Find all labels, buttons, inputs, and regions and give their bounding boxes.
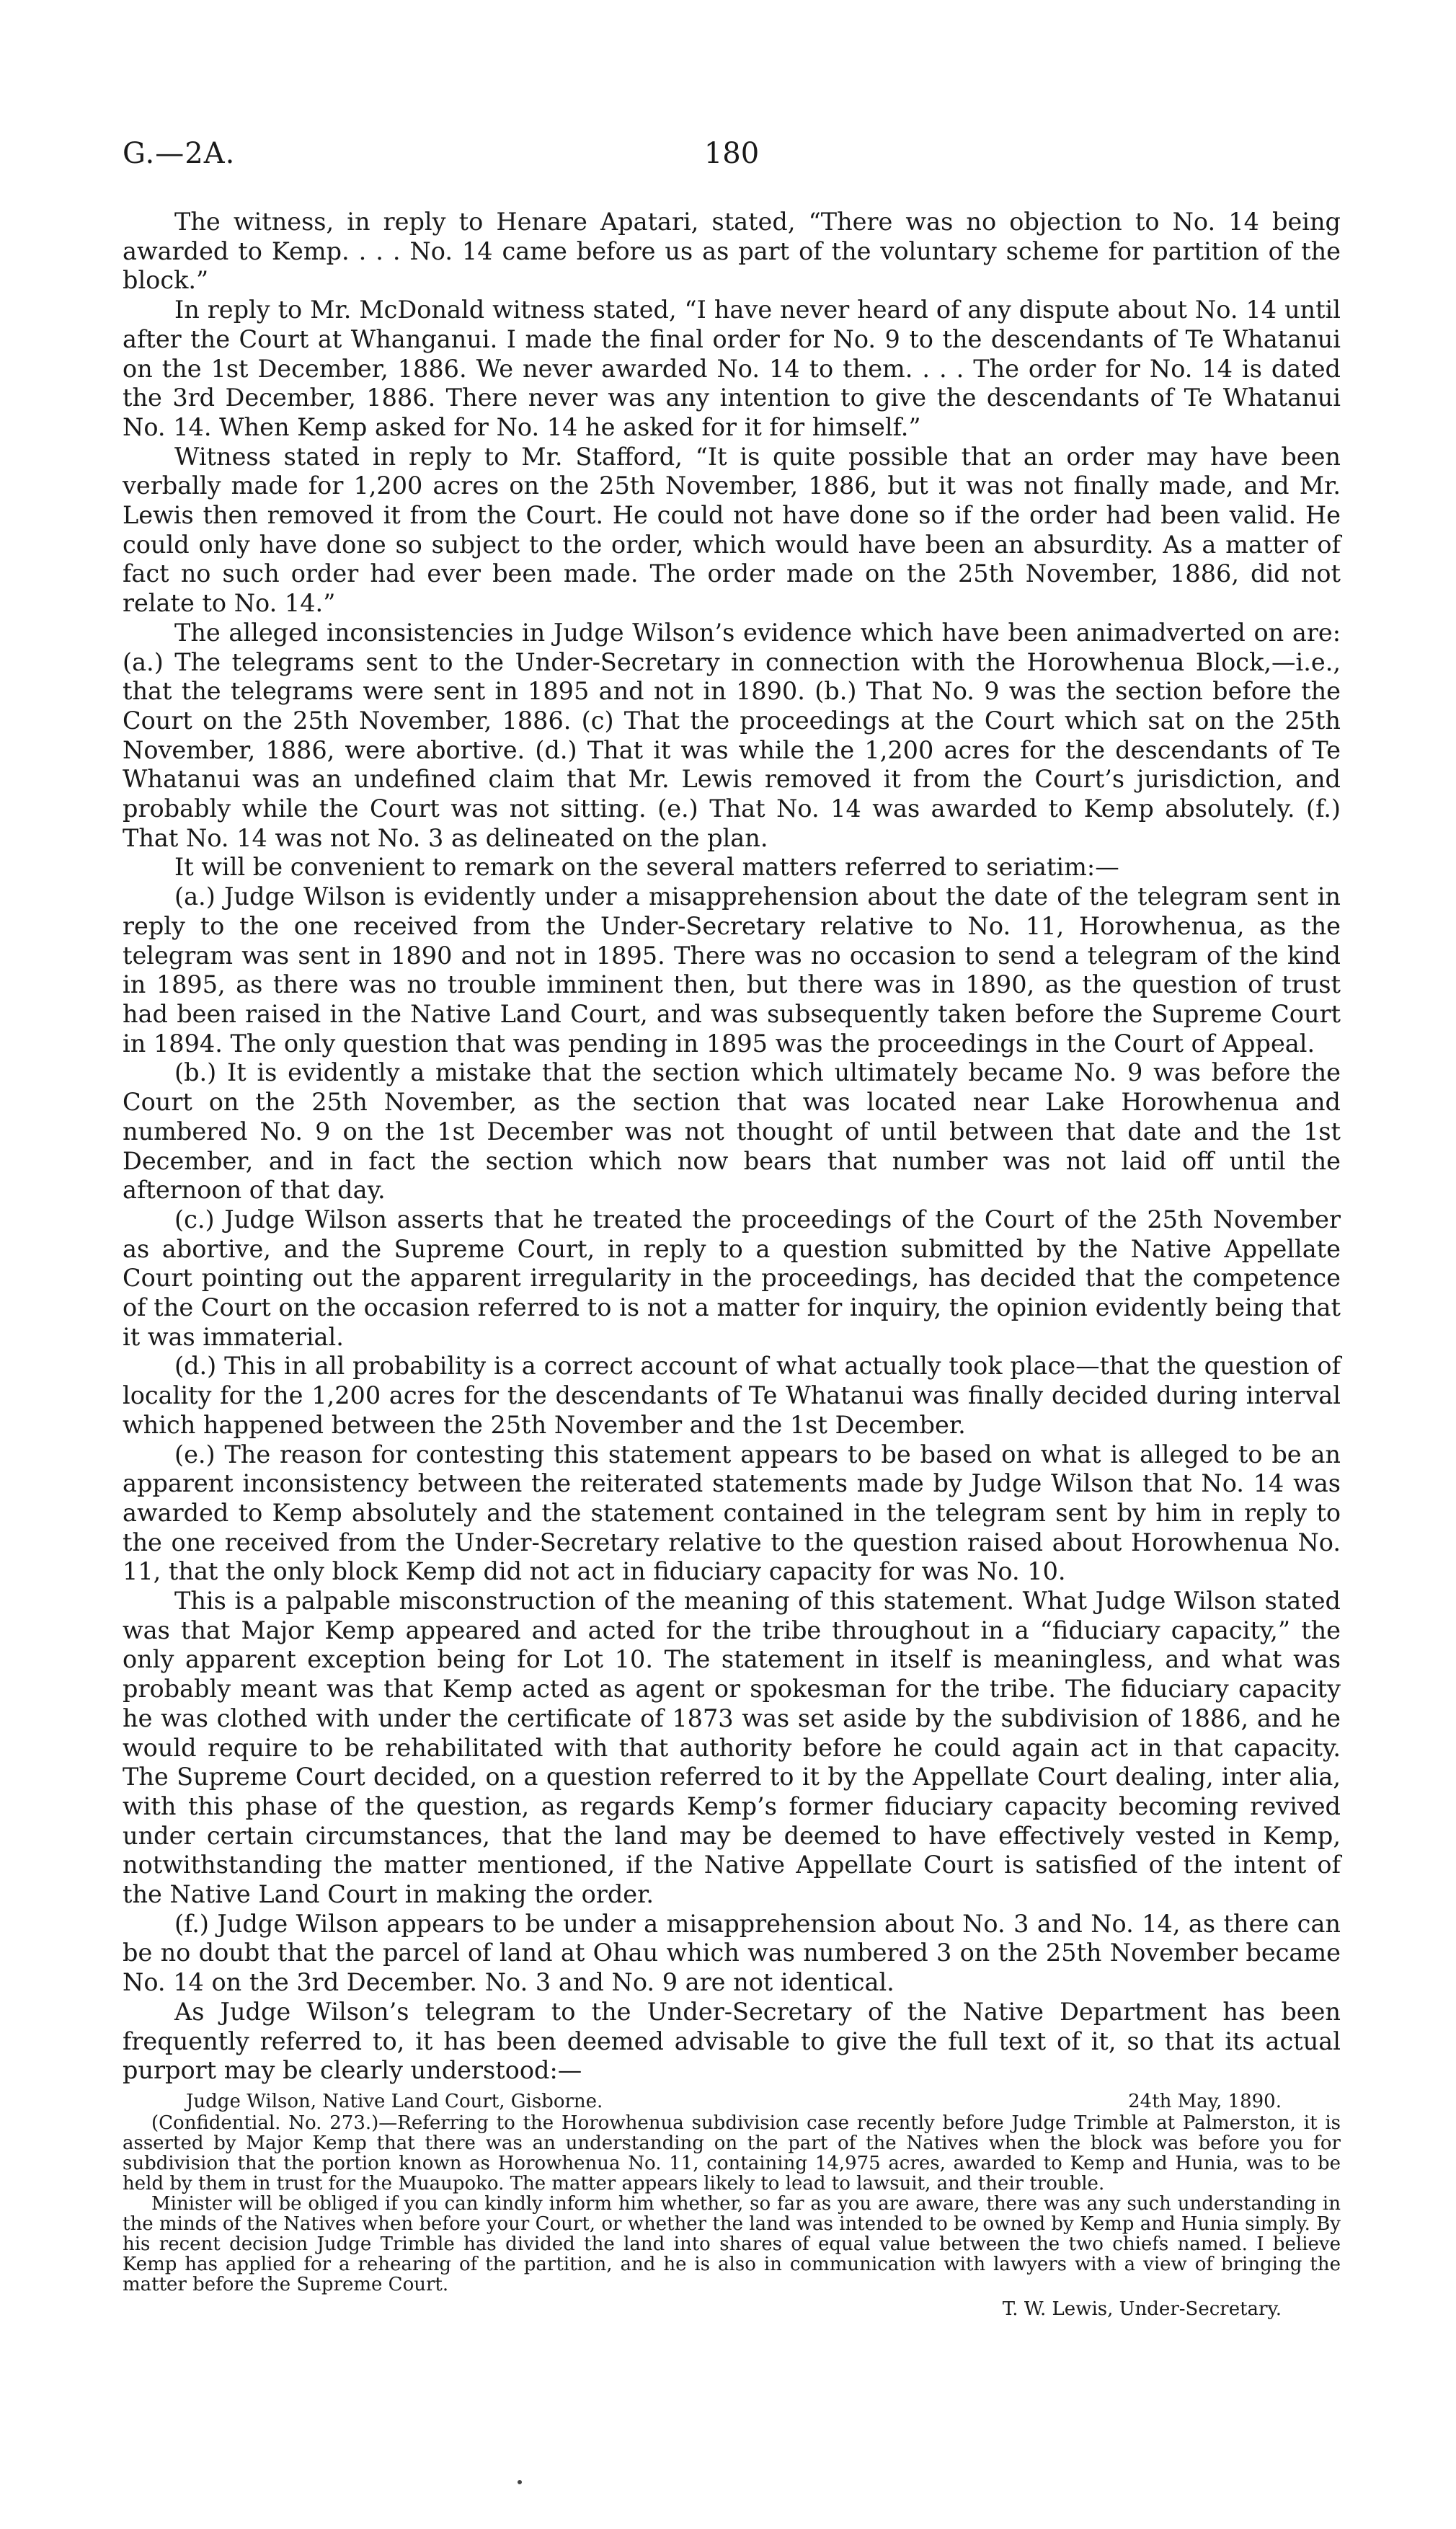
paragraph: (a.) Judge Wilson is evidently under a misapprehension about the date of the telegram sent in reply to the one received from the Under-Secretary relative to No. 11, Horowhenua, as the telegram was sent in 1890 and not in 1895. There was no occasion to send a telegram of the kind in 1895, as there was no trouble imminent then, but there was in 1890, as the question of trust had been raised in the Native Land Court, and was subsequently taken before the Supreme Court in 1894. The only question that was pending in 1895 was the proceedings in the Court of Appeal.: [123, 882, 1341, 1058]
telegram-header: [123, 2091, 1341, 2113]
telegram-quote: [123, 2091, 1341, 2319]
paragraph: (b.) It is evidently a mistake that the section which ultimately became No. 9 was before the Court on the 25th November, as the section that was located near Lake Horowhenua and numbered No. 9 on the 1st December was not thought of until between that date and the 1st December, and in fact the section which now bears that number was not laid off until the afternoon of that day.: [123, 1058, 1341, 1205]
paragraph: The alleged inconsistencies in Judge Wilson’s evidence which have been animadverted on are: (a.) The telegrams sent to the Under-Secretary in connection with the Horowhenua Block,—i.e., that the telegrams were sent in 1895 and not in 1890. (b.) That No. 9 was the section before the Court on the 25th November, 1886. (c) That the proceedings at the Court which sat on the 25th November, 1886, were abortive. (d.) That it was while the 1,200 acres for the descendants of Te Whatanui was an undefined claim that Mr. Lewis removed it from the Court’s jurisdiction, and probably while the Court was not sitting. (e.) That No. 14 was awarded to Kemp absolutely. (f.) That No. 14 was not No. 3 as delineated on the plan.: [123, 618, 1341, 852]
paragraph: Witness stated in reply to Mr. Stafford, “It is quite possible that an order may have been verbally made for 1,200 acres on the 25th November, 1886, but it was not finally made, and Mr. Lewis then removed it from the Court. He could not have done so if the order had been valid. He could only have done so subject to the order, which would have been an absurdity. As a matter of fact no such order had ever been made. The order made on the 25th November, 1886, did not relate to No. 14.”: [123, 442, 1341, 618]
paragraph: This is a palpable misconstruction of the meaning of this statement. What Judge Wilson stated was that Major Kemp appeared and acted for the tribe throughout in a “fiduciary capacity,” the only apparent exception being for Lot 10. The statement in itself is meaningless, and what was probably meant was that Kemp acted as agent or spokesman for the tribe. The fiduciary capacity he was clothed with under the certificate of 1873 was set aside by the subdivision of 1886, and he would require to be rehabilitated with that authority before he could again act in that capacity. The Supreme Court decided, on a question referred to it by the Appellate Court dealing, inter alia, with this phase of the question, as regards Kemp’s former fiduciary capacity becoming revived under certain circumstances, that the land may be deemed to have effectively vested in Kemp, notwithstanding the matter mentioned, if the Native Appellate Court is satisfied of the intent of the Native Land Court in making the order.: [123, 1587, 1341, 1909]
paragraph: (e.) The reason for contesting this statement appears to be based on what is alleged to be an apparent inconsistency between the reiterated statements made by Judge Wilson that No. 14 was awarded to Kemp absolutely and the statement contained in the telegram sent by him in reply to the one received from the Under-Secretary relative to the question raised about Horowhenua No. 11, that the only block Kemp did not act in fiduciary capacity for was No. 10.: [123, 1440, 1341, 1586]
telegram-paragraph: (Confidential. No. 273.)—Referring to the Horowhenua subdivision case recently before Judge Trimble at Palmerston, it is asserted by Major Kemp that there was an understanding on the part of the Natives when the block was before you for subdivision that the portion known as Horowhenua No. 11, containing 14,975 acres, awarded to Kemp and Hunia, was to be held by them in trust for the Muaupoko. The matter appears likely to lead to lawsuit, and their trouble.: [123, 2112, 1341, 2194]
paragraph: (f.) Judge Wilson appears to be under a misapprehension about No. 3 and No. 14, as there can be no doubt that the parcel of land at Ohau which was numbered 3 on the 25th November became No. 14 on the 3rd December. No. 3 and No. 9 are not identical.: [123, 1909, 1341, 1997]
paragraph: (d.) This in all probability is a correct account of what actually took place—that the question of locality for the 1,200 acres for the descendants of Te Whatanui was finally decided during interval which happened between the 25th November and the 1st December.: [123, 1352, 1341, 1439]
page-header: [123, 137, 1341, 180]
telegram-addressee: Judge Wilson, Native Land Court, Gisborne.: [186, 2091, 603, 2112]
telegram-date: 24th May, 1890.: [1128, 2091, 1282, 2112]
paragraph: In reply to Mr. McDonald witness stated, “I have never heard of any dispute about No. 14 until after the Court at Whanganui. I made the final order for No. 9 to the descendants of Te Whatanui on the 1st December, 1886. We never awarded No. 14 to them. . . . The order for No. 14 is dated the 3rd December, 1886. There never was any intention to give the descendants of Te Whatanui No. 14. When Kemp asked for No. 14 he asked for it for himself.”: [123, 296, 1341, 441]
print-speck: [518, 2480, 522, 2484]
telegram-paragraph: Minister will be obliged if you can kindly inform him whether, so far as you are aware, there was any such understanding in the minds of the Natives when before your Court, or whether the land was intended to be owned by Kemp and Hunia simply. By his recent decision Judge Trimble has divided the land into shares of equal value between the two chiefs named. I believe Kemp has applied for a rehearing of the partition, and he is also in communication with lawyers with a view of bringing the matter before the Supreme Court.: [123, 2193, 1341, 2295]
paragraph: As Judge Wilson’s telegram to the Under-Secretary of the Native Department has been frequently referred to, it has been deemed advisable to give the full text of it, so that its actual purport may be clearly understood:—: [123, 1997, 1341, 2085]
paragraph: The witness, in reply to Henare Apatari, stated, “There was no objection to No. 14 being awarded to Kemp. . . . No. 14 came before us as part of the voluntary scheme for partition of the block.”: [123, 208, 1341, 295]
body-text: [123, 208, 1341, 2319]
page-number: 180: [703, 137, 760, 170]
document-reference: G.—2A.: [123, 137, 236, 170]
telegram-signature: T. W. Lewis, Under-Secretary.: [1002, 2298, 1282, 2320]
paragraph: (c.) Judge Wilson asserts that he treated the proceedings of the Court of the 25th November as abortive, and the Supreme Court, in reply to a question submitted by the Native Appellate Court pointing out the apparent irregularity in the proceedings, has decided that the competence of the Court on the occasion referred to is not a matter for inquiry, the opinion evidently being that it was immaterial.: [123, 1205, 1341, 1351]
paragraph: It will be convenient to remark on the several matters referred to seriatim:—: [174, 853, 1119, 882]
